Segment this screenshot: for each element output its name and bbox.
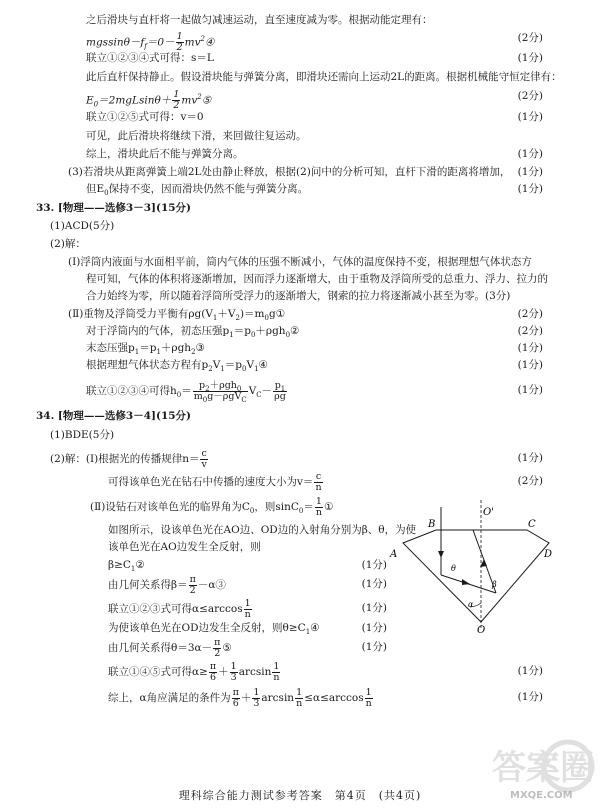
subscript: 1 (220, 365, 225, 374)
label-o: O (477, 625, 486, 636)
subscript: f (144, 42, 147, 51)
subscript: C (241, 395, 247, 404)
eq-part: n (315, 481, 322, 493)
eq-part: ＋ρgh (160, 342, 192, 354)
eq-part: V (246, 359, 255, 371)
eq-part: arcsin (261, 692, 295, 704)
eq-part: 可得该单色光在钻石中传播的速度大小为v＝ (108, 476, 314, 488)
eq-part: v (201, 458, 207, 470)
label-beta: β (492, 580, 497, 589)
eq-part: 1 (253, 686, 260, 698)
equation-line (108, 636, 232, 660)
eq-part: 6 (232, 697, 239, 709)
score-badge: (1分) (517, 665, 543, 677)
fraction (209, 662, 217, 683)
label-o-prime: O' (483, 507, 494, 518)
eq-part: 6 (209, 671, 217, 683)
eq-number: ④ (204, 36, 215, 49)
subscript: 0 (93, 100, 99, 109)
diamond-outline (403, 530, 549, 622)
subscript: 0 (298, 507, 304, 516)
score-badge: (1分) (517, 342, 543, 354)
eq-part: ＝p (224, 359, 242, 371)
subscript: 1 (229, 331, 234, 340)
eq-part: ＝2mgLsinθ＋ (98, 94, 172, 107)
eq-part: n (296, 697, 303, 709)
label-theta: θ (451, 564, 456, 573)
subscript: 1 (212, 314, 218, 323)
fraction (272, 662, 280, 683)
fraction (252, 688, 260, 709)
eq-part: c (315, 470, 322, 482)
fraction (189, 575, 197, 596)
eq-part: 联立①④⑤式可得α≥ (108, 666, 208, 678)
fraction (230, 662, 238, 683)
label-d: D (544, 549, 553, 560)
eq-part: ＋ρgh (209, 379, 237, 391)
text-part: 但E (86, 183, 105, 195)
score-badge: (1分) (361, 622, 387, 634)
text-line: 可见，此后滑块将继续下滑，来回做往复运动。 (86, 130, 307, 142)
score-badge: (1分) (517, 148, 543, 160)
subscript: 0 (176, 391, 182, 400)
equation-line (108, 597, 253, 621)
eq-part: 1 (315, 495, 322, 507)
equation-line (86, 359, 268, 372)
text-line: (3)若滑块从距离弹簧上端2L处由静止释放，根据(2)问中的分析可知，直杆下滑的距离将增加， (68, 166, 511, 178)
eq-part: (Ⅱ)重物及浮筒受力平衡有ρg(V (68, 308, 213, 320)
equation-line (108, 660, 281, 684)
text-line: 该单色光在AO边发生全反射，则 (108, 541, 261, 553)
text-line: 综上，滑块此后不能与弹簧分离。 (86, 148, 244, 160)
score-badge: (1分) (361, 602, 387, 614)
eq-number: ④ (310, 622, 320, 634)
text-line: 此后直杆保持静止。假设滑块能与弹簧分离，即滑块还需向上运动2L的距离。根据机械能守恒定律有： (86, 71, 562, 83)
eq-number: ④ (258, 359, 268, 371)
label-c: C (528, 519, 536, 530)
score-badge: (1分) (517, 691, 543, 703)
eq-part: π (214, 636, 221, 648)
eq-part: V (212, 359, 221, 371)
eq-part: 由几何关系得θ＝3α－ (108, 642, 213, 654)
label-a: A (390, 549, 398, 560)
fraction (244, 599, 252, 620)
superscript: 2 (200, 35, 205, 43)
text-line: (Ⅰ)浮筒内液面与水面相平前，筒内气体的压强不断减小，气体的温度保持不变，根据理想气体状态方 (68, 256, 532, 268)
eq-part: －α③ (197, 579, 226, 591)
eq-number: g① (268, 308, 286, 320)
score-badge: (2分) (517, 325, 543, 337)
subscript: 2 (235, 314, 240, 323)
eq-part: ＝ (303, 501, 314, 513)
fraction (365, 688, 373, 709)
equation-line (86, 378, 288, 404)
eq-part: － (261, 385, 273, 397)
subscript: 0 (264, 314, 269, 323)
eq-part: 联立①②③④可得h (86, 385, 177, 397)
eq-part: ＋ρgh (255, 325, 286, 337)
score-badge: (1分) (517, 111, 543, 123)
subscript: 0 (249, 507, 255, 516)
equation-line (68, 308, 285, 321)
score-badge: (1分) (517, 166, 543, 178)
eq-part: n (273, 671, 280, 683)
subscript: 0 (250, 331, 256, 340)
eq-part: mv (181, 94, 198, 107)
eq-part: β≥C (108, 559, 131, 571)
eq-part: n (315, 506, 322, 518)
score-badge: (1分) (361, 578, 387, 590)
eq-part: n (365, 697, 372, 709)
eq-part: ＝p (139, 342, 157, 354)
equation-line (86, 342, 205, 355)
eq-part: ≤α≤arccos (304, 692, 364, 704)
text-line: 如图所示，设该单色光在AO边、OD边的入射角分别为β、θ，为使 (108, 524, 417, 536)
eq-part: (Ⅱ)设钻石对该单色光的临界角为C (90, 501, 250, 513)
eq-part: mv (184, 36, 201, 49)
eq-part: ＋V (217, 308, 236, 320)
arrow-head (462, 579, 470, 585)
equation-line (50, 447, 209, 471)
eq-part: 1 (230, 660, 237, 672)
fraction (315, 497, 323, 518)
text-part: 保持不变，因而滑块仍然不能与弹簧分离。 (108, 183, 309, 195)
subscript: C (256, 391, 262, 400)
eq-part: ＝0－ (146, 36, 175, 49)
eq-number: ⑤ (222, 642, 232, 654)
subscript: 1 (156, 348, 161, 357)
eq-part: c (201, 447, 207, 459)
watermark-text: 答案圈 (492, 748, 594, 788)
fraction: $\frac{1}{2}$ (173, 89, 180, 111)
eq-part: ，则sinC (254, 501, 299, 513)
eq-part: ＋ (218, 666, 229, 678)
score-badge: (1分) (517, 359, 543, 371)
eq-part: 1 (273, 660, 280, 672)
eq-part: V (248, 385, 257, 397)
eq-part: (2)解：(Ⅰ)根据光的传播规律n＝ (50, 453, 200, 465)
subscript: 1 (305, 628, 311, 637)
eq-part: 1 (365, 686, 372, 698)
text-line: (1)BDE(5分) (50, 429, 115, 441)
eq-part: π (232, 686, 239, 698)
text-line: 程可知，气体的体积将逐渐增加，因而浮力逐渐增大，由于重物及浮筒所受的总重力、浮力、拉力的 (86, 273, 548, 285)
eq-part: 对于浮筒内的气体，初态压强p (86, 325, 230, 337)
score-badge: (1分) (517, 52, 543, 64)
label-alpha: α (468, 600, 474, 609)
eq-number: ② (135, 559, 145, 571)
eq-part: arcsin (238, 666, 272, 678)
eq-part: p (199, 379, 206, 391)
text-line: 联立①②③④式可得：s＝L (86, 52, 214, 64)
score-badge: (1分) (361, 559, 387, 571)
eq-part: 1 (296, 686, 303, 698)
text-line: 合力始终为零，所以随着浮筒所受浮力的逐渐增大，钢索的拉力将逐渐减小甚至为零。(3分) (86, 290, 511, 302)
eq-part: )＝m (239, 308, 265, 320)
subscript: 1 (130, 565, 136, 574)
eq-part: 为使该单色光在OD边发生全反射，则θ≥C (108, 622, 306, 634)
eq-part: 2 (214, 647, 221, 659)
subscript: 0 (285, 331, 291, 340)
eq-part: g－ρgV (207, 390, 242, 402)
eq-part: 联立①②③式可得α≤arccos (108, 603, 243, 615)
eq-number: ③ (195, 342, 205, 354)
equation-line (108, 622, 320, 635)
subscript: 2 (208, 365, 213, 374)
text-line (86, 183, 308, 196)
equation-line (108, 573, 226, 597)
subscript: 2 (205, 384, 210, 393)
score-badge: (1分) (517, 452, 543, 464)
score-badge: (2分) (517, 90, 543, 102)
label-b: B (428, 519, 436, 530)
watermark-url: MXQE.COM (510, 790, 573, 801)
arrow-head (438, 551, 444, 558)
text-line: (1)ACD(5分) (50, 220, 115, 232)
eq-part: m (193, 390, 203, 402)
question-34-heading: 34. [物理——选修3－4](15分) (36, 410, 192, 422)
eq-part: n (244, 608, 251, 620)
subscript: 2 (191, 348, 196, 357)
subscript: 0 (236, 384, 242, 393)
equation-line (108, 470, 324, 494)
eq-part: p (274, 379, 281, 391)
subscript: 0 (104, 189, 109, 198)
question-33-heading: 33. [物理——选修3－3](15分) (36, 202, 192, 214)
fraction (295, 688, 303, 709)
fraction (200, 449, 207, 470)
text-line: 联立①②⑤式可得：v＝0 (86, 111, 204, 123)
score-badge: (1分) (517, 183, 543, 195)
diamond-ray-diagram (390, 493, 558, 636)
score-badge: (1分) (517, 384, 543, 396)
eq-part: 2 (189, 584, 196, 596)
eq-part: 由几何关系得β＝ (108, 579, 188, 591)
subscript: 1 (254, 365, 259, 374)
fraction (232, 688, 240, 709)
fraction: $\frac{1}{2}$ (176, 31, 183, 53)
fraction (193, 381, 248, 402)
score-badge: (2分) (517, 308, 543, 320)
eq-part: 综上，α角应满足的条件为 (108, 692, 231, 704)
text-line: (2)解： (50, 238, 86, 250)
score-badge: (2分) (517, 32, 543, 44)
subscript: 1 (134, 348, 140, 357)
subscript: 1 (280, 384, 286, 393)
equation-line (86, 90, 211, 111)
subscript: 0 (202, 395, 208, 404)
equation-line (90, 495, 333, 519)
score-badge: (1分) (361, 641, 387, 653)
eq-part: mgssinθ－f (86, 36, 145, 49)
equation-line (108, 559, 145, 572)
eq-part: ＋ (240, 692, 252, 704)
eq-part: 1 (244, 597, 251, 609)
equation-line (86, 32, 214, 53)
eq-number: ⑤ (201, 94, 212, 107)
eq-part: π (189, 573, 196, 585)
superscript: 2 (197, 93, 202, 101)
fraction (314, 472, 322, 493)
equation-line (86, 325, 299, 338)
eq-part: ＝ (181, 385, 192, 397)
equation-line (108, 686, 374, 710)
eq-number: ① (323, 501, 334, 513)
eq-part: ＝p (233, 325, 251, 337)
eq-part: E (86, 94, 94, 107)
eq-part: 末态压强p (86, 342, 135, 354)
eq-part: 3 (230, 671, 237, 683)
page-footer: 理科综合能力测试参考答案 第4页 (共4页) (178, 789, 422, 802)
fraction (213, 638, 221, 659)
text-line: 之后滑块与直杆将一起做匀减速运动，直至速度减为零。根据动能定理有： (86, 14, 433, 26)
eq-number: ② (290, 325, 300, 337)
eq-part: π (209, 660, 217, 672)
eq-part: 根据理想气体状态方程有p (86, 359, 209, 371)
score-badge: (2分) (517, 475, 543, 487)
fraction (273, 381, 287, 402)
eq-part: ρg (274, 390, 286, 402)
subscript: 0 (242, 365, 247, 374)
eq-part: 3 (253, 697, 260, 709)
